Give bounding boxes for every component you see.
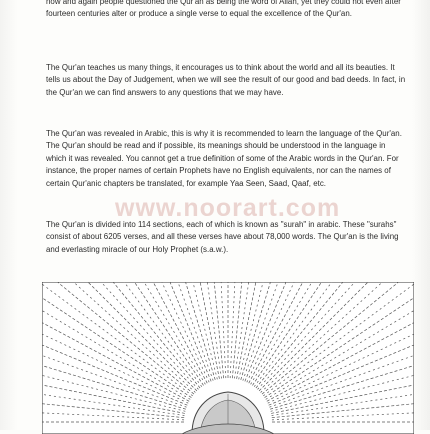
paragraph: The Qur'an teaches us many things, it encourages us to think about the world and all its beauties. It tells us about the Day of Judgement, when we will see the result of our good and bad deeds. In fact, in the Qur'an we can find answers to any questions that we may have.	[46, 63, 406, 97]
paragraph-surahs	[46, 219, 406, 256]
paragraph: The Qur'an was revealed in Arabic, this is why it is recommended to learn the language of the Qur'an. The Qur'an should be read and if possible, its meanings should be understood in the language in which it was revealed. You cannot get a true definition of some of the Arabic words in the Qur'an. For instance, the proper names of certain Prophets have no English equivalents, nor can the names of certain Qur'anic chapters be translated, for example Yaa Seen, Saad, Qaaf, etc.	[46, 129, 402, 188]
paragraph: The Qur'an is divided into 114 sections, each of which is known as "surah" in arabic. These "surahs" consist of about 6205 verses, and all these verses have about 78,000 words. The Qur'an is the living and everlasting miracle of our Holy Prophet (s.a.w.).	[46, 220, 399, 254]
sunburst-illustration	[42, 282, 414, 434]
paragraph: now and again people questioned the Qur'an as being the word of Allah, yet they could not even after fourteen centuries alter or produce a single verse to equal the excellence of the Qur'an.	[46, 0, 401, 19]
watermark: www.noorart.com	[115, 194, 341, 222]
paragraph-teachings	[46, 62, 406, 99]
paragraph-intro	[46, 0, 406, 21]
paragraph-arabic	[46, 128, 406, 190]
